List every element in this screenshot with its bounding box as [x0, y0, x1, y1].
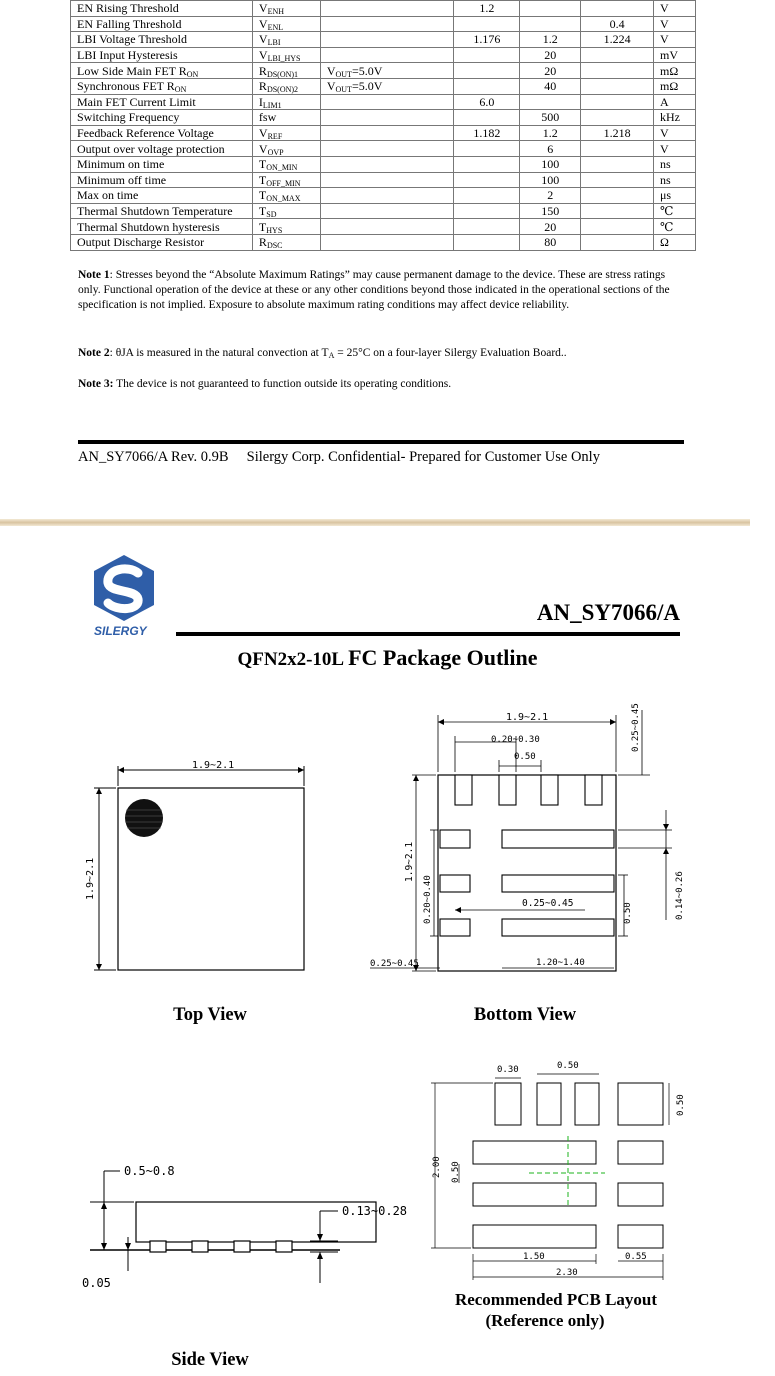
svg-text:1.9~2.1: 1.9~2.1 — [506, 712, 549, 723]
cell-min — [454, 188, 520, 204]
cell-symbol: $T_{ON\_MAX}$ — [252, 188, 320, 204]
cell-typ — [520, 94, 581, 110]
cell-typ: 20 — [520, 63, 581, 79]
cell-min — [454, 78, 520, 94]
cell-max — [581, 234, 654, 250]
cell-symbol: $V_{ENL}$ — [252, 16, 320, 32]
bottom-view-drawing — [360, 700, 700, 980]
svg-text:0.13~0.28: 0.13~0.28 — [342, 1204, 408, 1218]
cell-unit: A — [653, 94, 695, 110]
cell-condition — [320, 32, 454, 48]
top-view-drawing — [80, 750, 320, 980]
cell-typ: 20 — [520, 219, 581, 235]
svg-text:0.55: 0.55 — [625, 1252, 647, 1262]
table-row — [71, 78, 696, 94]
cell-unit: V — [653, 32, 695, 48]
cell-unit: V — [653, 141, 695, 157]
table-row — [71, 63, 696, 79]
cell-condition — [320, 16, 454, 32]
cell-parameter: Main FET Current Limit — [71, 94, 253, 110]
cell-parameter: Output over voltage protection — [71, 141, 253, 157]
cell-typ: 40 — [520, 78, 581, 94]
table-row — [71, 110, 696, 126]
cell-parameter: Switching Frequency — [71, 110, 253, 126]
svg-text:0.25~0.45: 0.25~0.45 — [522, 898, 574, 909]
caption-pcb-layout: Recommended PCB Layout — [454, 1290, 658, 1309]
cell-parameter: Synchronous FET $R_{ON}$ — [71, 78, 253, 94]
document-id: AN_SY7066/A — [536, 600, 680, 625]
cell-typ — [520, 16, 581, 32]
cell-unit: ℃ — [653, 203, 695, 219]
cell-min — [454, 203, 520, 219]
cell-symbol: $V_{LBI\_HYS}$ — [252, 47, 320, 63]
cell-condition — [320, 203, 454, 219]
cell-max — [581, 141, 654, 157]
cell-condition — [320, 172, 454, 188]
cell-min: 1.2 — [454, 1, 520, 17]
cell-parameter: EN Rising Threshold — [71, 1, 253, 17]
cell-unit: V — [653, 16, 695, 32]
cell-parameter: LBI Input Hysteresis — [71, 47, 253, 63]
cell-parameter: Max on time — [71, 188, 253, 204]
svg-text:0.20~0.40: 0.20~0.40 — [423, 875, 433, 924]
cell-symbol: $V_{REF}$ — [252, 125, 320, 141]
cell-max — [581, 1, 654, 17]
svg-text:0.25~0.45: 0.25~0.45 — [370, 959, 419, 969]
svg-text:1.9~2.1: 1.9~2.1 — [85, 857, 96, 900]
svg-text:0.05: 0.05 — [82, 1276, 111, 1290]
table-row — [71, 141, 696, 157]
cell-condition — [320, 125, 454, 141]
svg-text:0.50: 0.50 — [514, 752, 536, 762]
svg-text:1.20~1.40: 1.20~1.40 — [536, 958, 585, 968]
cell-unit: μs — [653, 188, 695, 204]
note-2: Note 2: θJA is measured in the natural convection at $T_A = 25^\circ C$ on a four-layer Silergy Evaluation Board.. — [78, 347, 567, 360]
cell-max: 1.218 — [581, 125, 654, 141]
cell-condition: $V_{OUT}=5.0V$ — [320, 78, 454, 94]
cell-unit: Ω — [653, 234, 695, 250]
cell-typ: 100 — [520, 172, 581, 188]
cell-symbol: $R_{DS(ON)2}$ — [252, 78, 320, 94]
cell-parameter: Minimum off time — [71, 172, 253, 188]
cell-max: 1.224 — [581, 32, 654, 48]
footer-rule — [78, 440, 684, 444]
header-rule — [176, 632, 680, 636]
cell-parameter: Thermal Shutdown Temperature — [71, 203, 253, 219]
cell-symbol: $V_{LBI}$ — [252, 32, 320, 48]
cell-typ — [520, 1, 581, 17]
cell-symbol: $V_{OVP}$ — [252, 141, 320, 157]
cell-min — [454, 172, 520, 188]
cell-max — [581, 47, 654, 63]
cell-max: 0.4 — [581, 16, 654, 32]
cell-symbol: $T_{HYS}$ — [252, 219, 320, 235]
svg-text:0.25~0.45: 0.25~0.45 — [631, 703, 641, 752]
cell-typ: 100 — [520, 156, 581, 172]
table-row — [71, 172, 696, 188]
cell-unit: mΩ — [653, 78, 695, 94]
cell-typ: 20 — [520, 47, 581, 63]
cell-parameter: Output Discharge Resistor — [71, 234, 253, 250]
cell-condition — [320, 110, 454, 126]
cell-unit: mV — [653, 47, 695, 63]
cell-parameter: LBI Voltage Threshold — [71, 32, 253, 48]
cell-min — [454, 234, 520, 250]
svg-text:0.14~0.26: 0.14~0.26 — [675, 871, 685, 920]
cell-typ: 1.2 — [520, 125, 581, 141]
page-footer: AN_SY7066/A Rev. 0.9B Silergy Corp. Confidential- Prepared for Customer Use Only — [78, 449, 600, 465]
package-title: QFN2x2-10L FC Package Outline — [237, 645, 538, 670]
cell-condition — [320, 156, 454, 172]
cell-min: 6.0 — [454, 94, 520, 110]
cell-min — [454, 156, 520, 172]
caption-pcb-reference: (Reference only) — [485, 1311, 605, 1330]
cell-min — [454, 219, 520, 235]
cell-symbol: $R_{DSC}$ — [252, 234, 320, 250]
cell-max — [581, 203, 654, 219]
silergy-logo — [88, 553, 164, 639]
cell-symbol: $T_{ON\_MIN}$ — [252, 156, 320, 172]
cell-max — [581, 94, 654, 110]
cell-symbol: $R_{DS(ON)1}$ — [252, 63, 320, 79]
table-row — [71, 94, 696, 110]
pcb-layout-drawing — [425, 1058, 686, 1286]
table-row — [71, 203, 696, 219]
cell-typ: 500 — [520, 110, 581, 126]
table-row — [71, 156, 696, 172]
cell-max — [581, 156, 654, 172]
cell-unit: ℃ — [653, 219, 695, 235]
cell-min: 1.176 — [454, 32, 520, 48]
svg-text:SILERGY: SILERGY — [94, 624, 147, 638]
cell-condition — [320, 188, 454, 204]
svg-text:1.9~2.1: 1.9~2.1 — [192, 760, 235, 771]
page-divider — [0, 519, 750, 526]
cell-min — [454, 63, 520, 79]
cell-typ: 6 — [520, 141, 581, 157]
cell-min — [454, 16, 520, 32]
caption-side-view: Side View — [171, 1350, 249, 1370]
caption-bottom-view: Bottom View — [473, 1005, 577, 1025]
cell-condition — [320, 234, 454, 250]
cell-max — [581, 219, 654, 235]
cell-symbol: $T_{SD}$ — [252, 203, 320, 219]
svg-text:2.30: 2.30 — [556, 1268, 578, 1278]
table-row — [71, 234, 696, 250]
electrical-characteristics-table — [70, 0, 696, 251]
cell-min — [454, 141, 520, 157]
cell-condition — [320, 141, 454, 157]
svg-text:1.50: 1.50 — [523, 1252, 545, 1262]
cell-unit: ns — [653, 156, 695, 172]
cell-max — [581, 78, 654, 94]
cell-min: 1.182 — [454, 125, 520, 141]
table-row — [71, 125, 696, 141]
cell-symbol: fsw — [252, 110, 320, 126]
cell-symbol: $I_{LIM1}$ — [252, 94, 320, 110]
cell-typ: 1.2 — [520, 32, 581, 48]
table-row — [71, 32, 696, 48]
svg-text:0.50: 0.50 — [676, 1094, 686, 1116]
cell-unit: V — [653, 1, 695, 17]
cell-unit: kHz — [653, 110, 695, 126]
cell-min — [454, 110, 520, 126]
cell-typ: 2 — [520, 188, 581, 204]
table-row — [71, 1, 696, 17]
svg-text:2.00: 2.00 — [432, 1156, 442, 1178]
cell-symbol: $T_{OFF\_MIN}$ — [252, 172, 320, 188]
note-3: Note 3: The device is not guaranteed to function outside its operating conditions. — [78, 378, 452, 390]
cell-symbol: $V_{ENH}$ — [252, 1, 320, 17]
svg-text:0.50: 0.50 — [451, 1161, 461, 1183]
svg-text:1.9~2.1: 1.9~2.1 — [404, 841, 415, 882]
cell-unit: ns — [653, 172, 695, 188]
cell-condition — [320, 1, 454, 17]
cell-parameter: EN Falling Threshold — [71, 16, 253, 32]
cell-typ: 80 — [520, 234, 581, 250]
note-1: Note 1: Stresses beyond the “Absolute Maximum Ratings” may cause permanent damage to the device. These are stress ratings only. Functional operation of the device at these or any other conditions beyond those indicated in the operational sections of the specification is not implied. Exposure to absolute maximum rating conditions may affect device reliability. — [78, 269, 670, 312]
cell-typ: 150 — [520, 203, 581, 219]
cell-max — [581, 110, 654, 126]
svg-text:0.50: 0.50 — [557, 1061, 579, 1071]
cell-parameter: Minimum on time — [71, 156, 253, 172]
cell-max — [581, 63, 654, 79]
svg-text:0.20~0.30: 0.20~0.30 — [491, 735, 540, 745]
table-row — [71, 16, 696, 32]
cell-condition — [320, 94, 454, 110]
cell-parameter: Thermal Shutdown hysteresis — [71, 219, 253, 235]
cell-min — [454, 47, 520, 63]
svg-text:0.5~0.8: 0.5~0.8 — [124, 1164, 175, 1178]
cell-unit: V — [653, 125, 695, 141]
cell-max — [581, 172, 654, 188]
cell-condition: $V_{OUT}=5.0V$ — [320, 63, 454, 79]
cell-condition — [320, 47, 454, 63]
cell-parameter: Low Side Main FET $R_{ON}$ — [71, 63, 253, 79]
table-row — [71, 219, 696, 235]
svg-text:0.30: 0.30 — [497, 1065, 519, 1075]
caption-top-view: Top View — [173, 1005, 247, 1025]
table-row — [71, 47, 696, 63]
cell-parameter: Feedback Reference Voltage — [71, 125, 253, 141]
side-view-drawing — [80, 1155, 410, 1295]
svg-text:0.50: 0.50 — [623, 902, 633, 924]
cell-unit: mΩ — [653, 63, 695, 79]
cell-condition — [320, 219, 454, 235]
cell-max — [581, 188, 654, 204]
table-row — [71, 188, 696, 204]
